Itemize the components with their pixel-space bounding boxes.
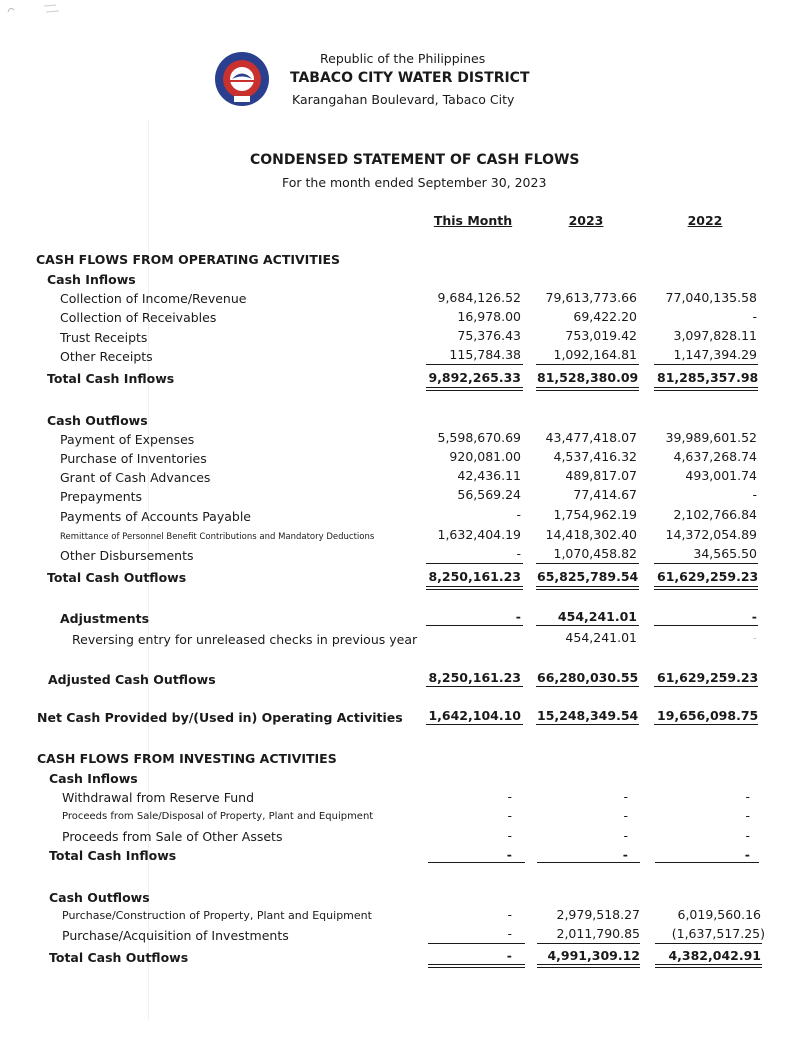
- org-name: TABACO CITY WATER DISTRICT: [290, 70, 530, 86]
- republic-line: Republic of the Philippines: [320, 51, 486, 66]
- subtotal-rule: [536, 563, 639, 564]
- cell-2023: 14,418,302.40: [545, 527, 637, 542]
- statement-title: CONDENSED STATEMENT OF CASH FLOWS: [250, 152, 580, 168]
- list-item-label: Purchase/Acquisition of Investments: [62, 928, 289, 943]
- cell-2023: 753,019.42: [565, 328, 637, 343]
- cell-this-month: -: [507, 789, 512, 804]
- cell-this-month: -: [515, 609, 521, 624]
- cell-2023: 79,613,773.66: [545, 290, 637, 305]
- cell-2023: 454,241.01: [565, 630, 637, 645]
- subtotal-rule: [655, 862, 759, 863]
- list-item-label: Grant of Cash Advances: [60, 470, 211, 485]
- cell-2022: 3,097,828.11: [673, 328, 757, 343]
- cell-this-month: 75,376.43: [457, 328, 521, 343]
- adjusted-outflows-label: Adjusted Cash Outflows: [48, 672, 216, 687]
- cell-2022: (1,637,517.25): [671, 926, 765, 941]
- cell-2023: 1,092,164.81: [553, 347, 637, 362]
- total-label: Total Cash Inflows: [49, 848, 177, 863]
- cell-this-month: -: [507, 808, 512, 823]
- list-item-label: Prepayments: [60, 489, 143, 504]
- total-this-month: 8,250,161.23: [428, 569, 521, 584]
- total-2023: 4,991,309.12: [547, 948, 640, 963]
- cell-this-month: -: [516, 507, 521, 522]
- cell-this-month: 115,784.38: [449, 347, 521, 362]
- cell-2023: 77,414.67: [573, 487, 637, 502]
- cell-this-month: 42,436.11: [457, 468, 521, 483]
- cell-2022: 1,147,394.29: [673, 347, 757, 362]
- cell-2022: 39,989,601.52: [665, 430, 757, 445]
- total-2022: 81,285,357.98: [657, 370, 759, 385]
- list-item-label: Collection of Income/Revenue: [60, 291, 247, 306]
- subtotal-rule: [654, 625, 758, 626]
- adjustments-label: Adjustments: [60, 611, 150, 626]
- list-item-label: Purchase/Construction of Property, Plant and Equipment: [62, 909, 372, 922]
- subtotal-rule: [655, 943, 762, 944]
- subtotal-rule: [536, 724, 639, 725]
- total-2023: -: [622, 847, 628, 862]
- subtotal-rule: [426, 686, 523, 687]
- cell-2022: -: [745, 789, 750, 804]
- total-2022: -: [744, 847, 750, 862]
- total-double-rule: [428, 964, 525, 968]
- subtotal-rule: [426, 563, 523, 564]
- total-2022: 61,629,259.23: [657, 569, 759, 584]
- total-this-month: -: [506, 948, 512, 963]
- cell-this-month: 1,632,404.19: [437, 527, 521, 542]
- investing-inflows-title: Cash Inflows: [49, 771, 138, 786]
- list-item-label: Other Disbursements: [60, 548, 194, 563]
- total-2022: 4,382,042.91: [668, 948, 761, 963]
- subtotal-rule: [537, 862, 640, 863]
- list-item-label: Payment of Expenses: [60, 432, 195, 447]
- total-label: Total Cash Inflows: [47, 371, 175, 386]
- operating-inflows-title: Cash Inflows: [47, 272, 136, 287]
- list-item-label: Proceeds from Sale of Other Assets: [62, 829, 283, 844]
- cell-this-month: -: [507, 907, 512, 922]
- cell-this-month: 56,569.24: [457, 487, 521, 502]
- operating-outflows-title: Cash Outflows: [47, 413, 148, 428]
- total-label: Total Cash Outflows: [47, 570, 187, 585]
- cell-2023: 489,817.07: [565, 468, 637, 483]
- cell-this-month: 9,684,126.52: [437, 290, 521, 305]
- subtotal-rule: [536, 686, 639, 687]
- cell-2023: -: [623, 789, 628, 804]
- cell-2023: 69,422.20: [573, 309, 637, 324]
- total-double-rule: [426, 586, 523, 590]
- cell-2022: 77,040,135.58: [665, 290, 757, 305]
- cell-2023: -: [623, 808, 628, 823]
- cell-this-month: 16,978.00: [457, 309, 521, 324]
- cell-2022: 14,372,054.89: [665, 527, 757, 542]
- total-this-month: -: [506, 847, 512, 862]
- subtotal-rule: [536, 364, 639, 365]
- subtotal-rule: [654, 686, 758, 687]
- net-operating-label: Net Cash Provided by/(Used in) Operating Activities: [37, 710, 403, 725]
- cell-2022: -: [751, 609, 757, 624]
- subtotal-rule: [426, 724, 523, 725]
- total-double-rule: [537, 964, 640, 968]
- total-this-month: 8,250,161.23: [428, 670, 521, 685]
- adjustment-item-label: Reversing entry for unreleased checks in previous year: [72, 632, 418, 647]
- list-item-label: Trust Receipts: [60, 330, 148, 345]
- scan-mark-icon: [4, 2, 64, 18]
- subtotal-rule: [428, 862, 525, 863]
- total-double-rule: [654, 387, 758, 391]
- total-label: Total Cash Outflows: [49, 950, 189, 965]
- statement-period: For the month ended September 30, 2023: [282, 175, 547, 190]
- col-header-this-month: This Month: [433, 213, 513, 228]
- cell-2022: 2,102,766.84: [673, 507, 757, 522]
- cell-2023: 1,754,962.19: [553, 507, 637, 522]
- operating-section-title: CASH FLOWS FROM OPERATING ACTIVITIES: [36, 252, 341, 267]
- total-double-rule: [654, 586, 758, 590]
- cell-2022: -: [752, 630, 757, 645]
- total-2023: 65,825,789.54: [537, 569, 639, 584]
- cell-2022: -: [745, 808, 750, 823]
- investing-outflows-title: Cash Outflows: [49, 890, 150, 905]
- subtotal-rule: [654, 724, 758, 725]
- subtotal-rule: [654, 364, 758, 365]
- list-item-label: Withdrawal from Reserve Fund: [62, 790, 255, 805]
- list-item-label: Remittance of Personnel Benefit Contributions and Mandatory Deductions: [60, 532, 375, 542]
- total-double-rule: [426, 387, 523, 391]
- total-double-rule: [536, 586, 639, 590]
- cell-this-month: -: [507, 926, 512, 941]
- total-2023: 81,528,380.09: [537, 370, 639, 385]
- subtotal-rule: [428, 943, 525, 944]
- cell-2022: -: [752, 309, 757, 324]
- cell-2023: 43,477,418.07: [545, 430, 637, 445]
- cell-2023: 2,011,790.85: [556, 926, 640, 941]
- subtotal-rule: [426, 364, 523, 365]
- list-item-label: Proceeds from Sale/Disposal of Property, Plant and Equipment: [62, 811, 374, 822]
- cell-2022: -: [745, 828, 750, 843]
- cell-2023: 454,241.01: [557, 609, 637, 624]
- total-this-month: 9,892,265.33: [428, 370, 521, 385]
- list-item-label: Payments of Accounts Payable: [60, 509, 251, 524]
- cell-2023: 2,979,518.27: [556, 907, 640, 922]
- cell-this-month: -: [516, 546, 521, 561]
- list-item-label: Purchase of Inventories: [60, 451, 207, 466]
- water-district-seal-icon: [206, 50, 278, 108]
- total-double-rule: [655, 964, 762, 968]
- cell-2022: 34,565.50: [693, 546, 757, 561]
- subtotal-rule: [537, 943, 640, 944]
- org-address: Karangahan Boulevard, Tabaco City: [292, 92, 515, 107]
- cell-2022: -: [752, 487, 757, 502]
- total-2023: 66,280,030.55: [537, 670, 639, 685]
- col-header-2023: 2023: [568, 213, 604, 228]
- total-2023: 15,248,349.54: [537, 708, 639, 723]
- cell-2022: 4,637,268.74: [673, 449, 757, 464]
- subtotal-rule: [654, 563, 758, 564]
- cell-2022: 493,001.74: [685, 468, 757, 483]
- total-double-rule: [536, 387, 639, 391]
- cell-2023: 4,537,416.32: [553, 449, 637, 464]
- cell-this-month: 920,081.00: [449, 449, 521, 464]
- cell-this-month: 5,598,670.69: [437, 430, 521, 445]
- subtotal-rule: [426, 625, 523, 626]
- cell-2022: 6,019,560.16: [677, 907, 761, 922]
- col-header-2022: 2022: [687, 213, 723, 228]
- list-item-label: Other Receipts: [60, 349, 153, 364]
- subtotal-rule: [536, 625, 639, 626]
- total-this-month: 1,642,104.10: [428, 708, 521, 723]
- investing-section-title: CASH FLOWS FROM INVESTING ACTIVITIES: [37, 751, 337, 766]
- cell-this-month: -: [507, 828, 512, 843]
- total-2022: 61,629,259.23: [657, 670, 759, 685]
- total-2022: 19,656,098.75: [657, 708, 759, 723]
- list-item-label: Collection of Receivables: [60, 310, 217, 325]
- cell-2023: 1,070,458.82: [553, 546, 637, 561]
- cell-2023: -: [623, 828, 628, 843]
